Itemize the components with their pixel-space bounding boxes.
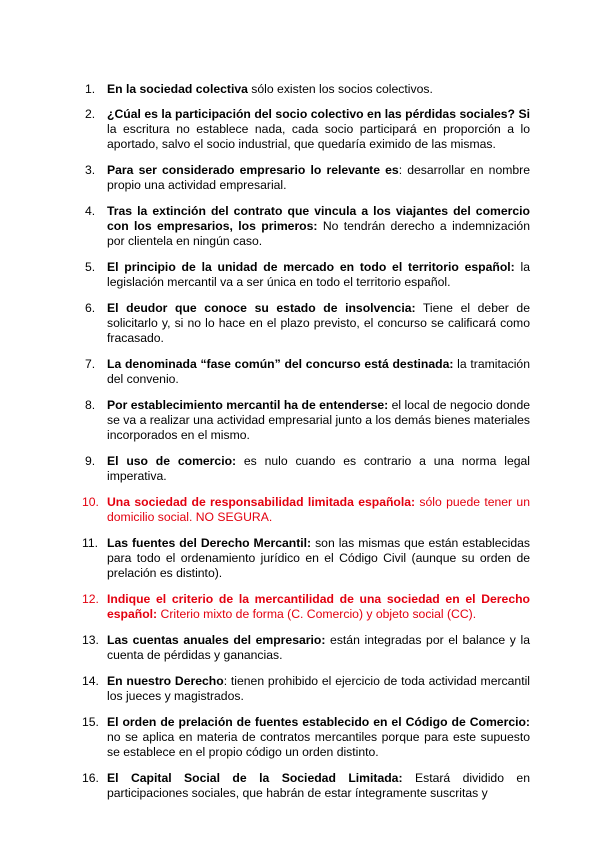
answer-text: No tendrán derecho a indemnización por clientela en ningún caso.: [107, 219, 530, 248]
item-number: 11.: [82, 536, 99, 550]
answer-text: no se aplica en materia de contratos mercantiles porque para este supuesto se establece en el propio código un orden distinto.: [107, 730, 530, 759]
item-number: 8.: [85, 398, 96, 412]
answer-text: sólo puede tener un domicilio social. NO SEGURA.: [107, 495, 530, 524]
answer-text: : tienen prohibido el ejercicio de toda actividad mercantil los jueces y magistrados.: [107, 674, 530, 703]
question-text: El Capital Social de la Sociedad Limitada:: [107, 771, 403, 785]
item-number: 7.: [85, 357, 96, 371]
question-text: Para ser considerado empresario lo relevante es: [107, 163, 399, 177]
question-text: Tras la extinción del contrato que vincula a los viajantes del comercio con los empresarios, los primeros:: [107, 204, 530, 233]
list-item: [85, 301, 530, 346]
list-item: [85, 357, 530, 387]
answer-text: : desarrollar en nombre propio una actividad empresarial.: [107, 163, 530, 192]
list-item: [82, 592, 530, 622]
question-list: [82, 82, 530, 801]
answer-text: están integradas por el balance y la cuenta de pérdidas y ganancias.: [107, 633, 530, 662]
list-item: [82, 536, 530, 581]
item-number: 2.: [85, 107, 96, 121]
item-number: 5.: [85, 260, 96, 274]
answer-text: la legislación mercantil va a ser única en todo el territorio español.: [107, 260, 530, 289]
list-item: [85, 398, 530, 443]
question-text: La denominada “fase común” del concurso está destinada:: [107, 357, 454, 371]
answer-text: Tiene el deber de solicitarlo y, si no lo hace en el plazo previsto, el concurso se calificará como fracasado.: [107, 301, 530, 345]
item-number: 6.: [85, 301, 96, 315]
question-text: El deudor que conoce su estado de insolvencia:: [107, 301, 416, 315]
question-text: Las cuentas anuales del empresario:: [107, 633, 326, 647]
answer-text: la escritura no establece nada, cada socio participará en proporción a lo aportado, salvo el socio industrial, que quedaría eximido de las mismas.: [107, 122, 530, 151]
list-item: [82, 674, 530, 704]
question-text: El orden de prelación de fuentes establecido en el Código de Comercio:: [107, 715, 530, 729]
answer-text: Criterio mixto de forma (C. Comercio) y objeto social (CC).: [157, 607, 477, 621]
answer-text: Estará dividido en participaciones sociales, que habrán de estar íntegramente suscritas y: [107, 771, 530, 800]
list-item: [85, 454, 530, 484]
question-text: El uso de comercio:: [107, 454, 237, 468]
answer-text: la tramitación del convenio.: [107, 357, 530, 386]
list-item: [82, 771, 530, 801]
question-text: ¿Cúal es la participación del socio colectivo en las pérdidas sociales? Si: [107, 107, 530, 121]
question-text: El principio de la unidad de mercado en todo el territorio español:: [107, 260, 515, 274]
list-item: [85, 82, 530, 97]
list-item: [85, 107, 530, 152]
question-text: Las fuentes del Derecho Mercantil:: [107, 536, 312, 550]
question-text: Indique el criterio de la mercantilidad de una sociedad en el Derecho español:: [107, 592, 530, 621]
item-number: 15.: [82, 715, 99, 729]
item-number: 14.: [82, 674, 99, 688]
answer-text: sólo existen los socios colectivos.: [247, 82, 433, 96]
list-item: [85, 163, 530, 193]
item-number: 16.: [82, 771, 99, 785]
list-item: [85, 260, 530, 290]
list-item: [82, 715, 530, 760]
item-number: 4.: [85, 204, 96, 218]
question-text: En nuestro Derecho: [107, 674, 224, 688]
question-text: En la sociedad colectiva: [107, 82, 248, 96]
item-number: 13.: [82, 633, 99, 647]
list-item: [82, 633, 530, 663]
item-number: 1.: [85, 82, 96, 96]
answer-text: es nulo cuando es contrario a una norma legal imperativa.: [107, 454, 530, 483]
item-number: 9.: [85, 454, 96, 468]
list-item: [85, 204, 530, 249]
item-number: 10.: [82, 495, 99, 509]
answer-text: son las mismas que están establecidas para todo el ordenamiento jurídico en el Código Civil (aunque su orden de prelación es distinto).: [107, 536, 530, 580]
question-text: Una sociedad de responsabilidad limitada española:: [107, 495, 416, 509]
item-number: 3.: [85, 163, 96, 177]
answer-text: el local de negocio donde se va a realizar una actividad empresarial junto a los demás bienes materiales incorporados en el mismo.: [107, 398, 530, 442]
item-number: 12.: [82, 592, 99, 606]
list-item: [82, 495, 530, 525]
question-text: Por establecimiento mercantil ha de entenderse:: [107, 398, 389, 412]
